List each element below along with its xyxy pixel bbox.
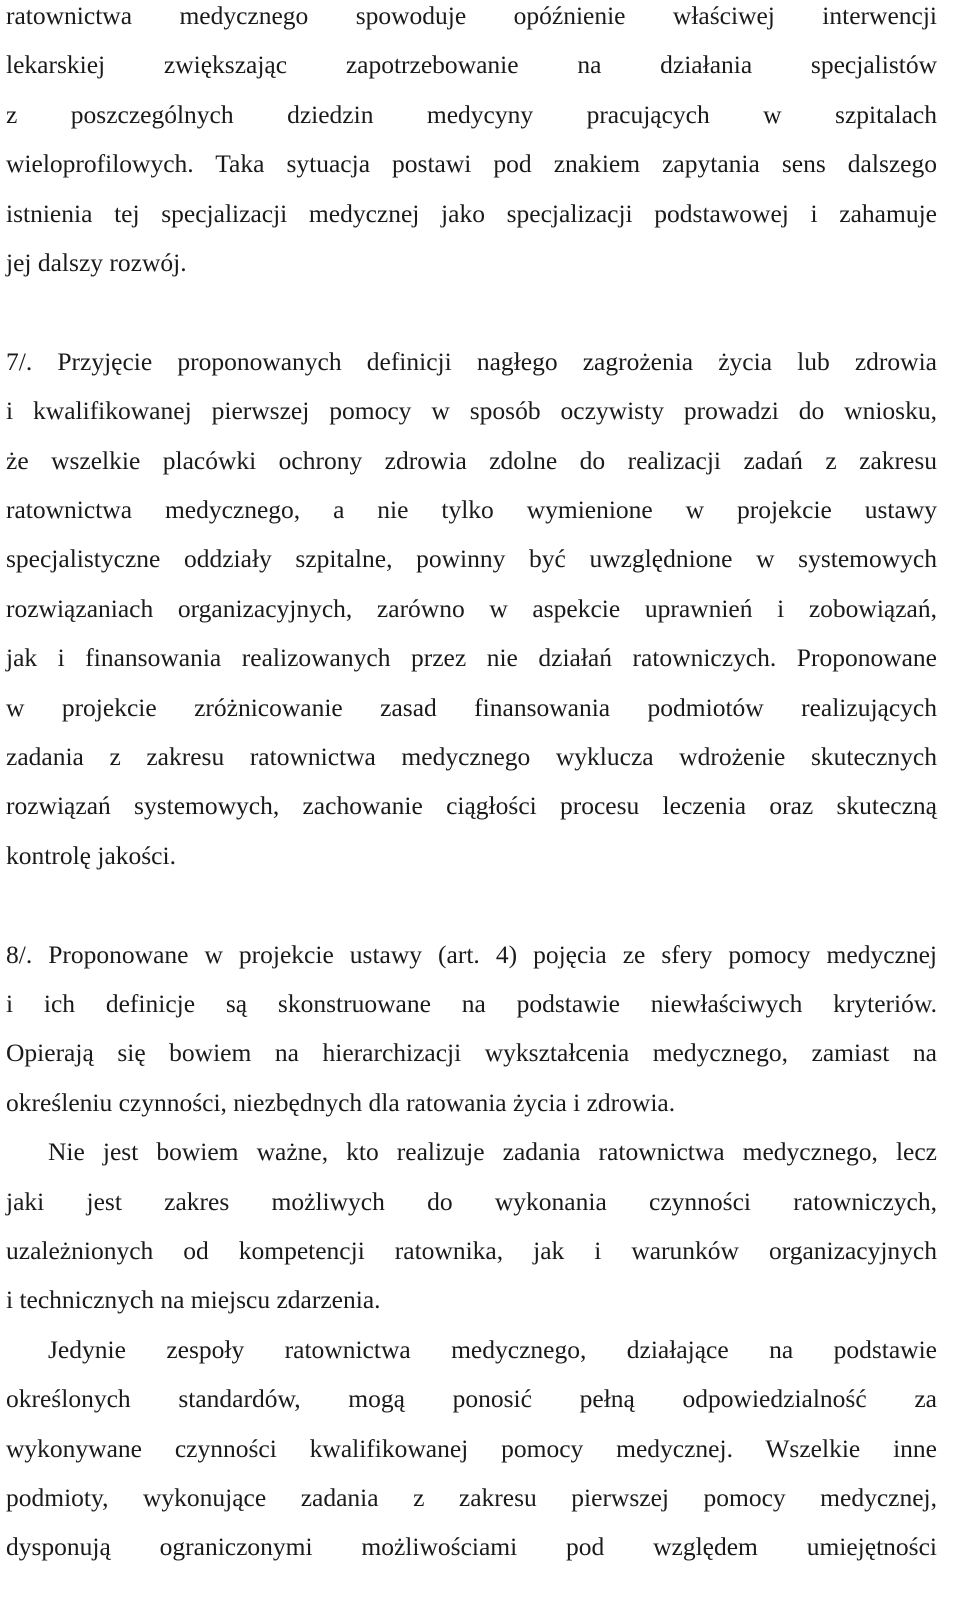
text-line: jak i finansowania realizowanych przez nie działań ratowniczych. Proponowane: [6, 643, 937, 673]
text-line: i ich definicje są skonstruowane na podstawie niewłaściwych kryteriów.: [6, 989, 937, 1018]
text-line: jaki jest zakres możliwych do wykonania czynności ratowniczych,: [6, 1186, 937, 1216]
text-line: jej dalszy rozwój.: [6, 248, 187, 277]
text-line: rozwiązaniach organizacyjnych, zarówno w aspekcie uprawnień i zobowiązań,: [6, 593, 937, 623]
text-line: kontrolę jakości.: [6, 840, 176, 870]
text-line: Opierają się bowiem na hierarchizacji wykształcenia medycznego, zamiast na: [6, 1038, 937, 1068]
text-line: wykonywane czynności kwalifikowanej pomocy medycznej. Wszelkie inne: [6, 1433, 937, 1463]
text-line: i kwalifikowanej pierwszej pomocy w sposób oczywisty prowadzi do wniosku,: [6, 396, 937, 426]
text-line: ratownictwa medycznego, a nie tylko wymienione w projekcie ustawy: [6, 495, 937, 524]
text-line: z poszczególnych dziedzin medycyny pracujących w szpitalach: [6, 99, 937, 129]
text-line: dysponują ograniczonymi możliwościami pod względem umiejętności: [6, 1532, 937, 1562]
text-line: że wszelkie placówki ochrony zdrowia zdolne do realizacji zadań z zakresu: [6, 445, 937, 475]
text-line: rozwiązań systemowych, zachowanie ciągłości procesu leczenia oraz skuteczną: [6, 791, 937, 821]
text-line: ratownictwa medycznego spowoduje opóźnienie właściwej interwencji: [6, 1, 937, 30]
text-line: w projekcie zróżnicowanie zasad finansowania podmiotów realizujących: [6, 692, 937, 722]
text-line: Nie jest bowiem ważne, kto realizuje zadania ratownictwa medycznego, lecz: [48, 1137, 937, 1167]
text-line: określeniu czynności, niezbędnych dla ratowania życia i zdrowia.: [6, 1087, 676, 1117]
text-line: podmioty, wykonujące zadania z zakresu pierwszej pomocy medycznej,: [6, 1483, 937, 1512]
text-line: wieloprofilowych. Taka sytuacja postawi pod znakiem zapytania sens dalszego: [6, 149, 937, 179]
text-line: Jedynie zespoły ratownictwa medycznego, działające na podstawie: [48, 1334, 937, 1364]
text-line: lekarskiej zwiększając zapotrzebowanie na działania specjalistów: [6, 50, 937, 80]
text-line: i technicznych na miejscu zdarzenia.: [6, 1285, 381, 1315]
text-line: uzależnionych od kompetencji ratownika, jak i warunków organizacyjnych: [6, 1236, 937, 1265]
blank-line: [6, 880, 937, 929]
text-line: istnienia tej specjalizacji medycznej jako specjalizacji podstawowej i zahamuje: [6, 198, 937, 228]
text-line: 7/. Przyjęcie proponowanych definicji nagłego zagrożenia życia lub zdrowia: [6, 346, 937, 376]
blank-line: [6, 287, 937, 336]
text-line: specjalistyczne oddziały szpitalne, powinny być uwzględnione w systemowych: [6, 544, 937, 574]
text-line: 8/. Proponowane w projekcie ustawy (art. 4) pojęcia ze sfery pomocy medycznej: [6, 939, 937, 969]
text-line: określonych standardów, mogą ponosić pełną odpowiedzialność za: [6, 1384, 937, 1414]
text-line: zadania z zakresu ratownictwa medycznego wyklucza wdrożenie skutecznych: [6, 742, 937, 771]
